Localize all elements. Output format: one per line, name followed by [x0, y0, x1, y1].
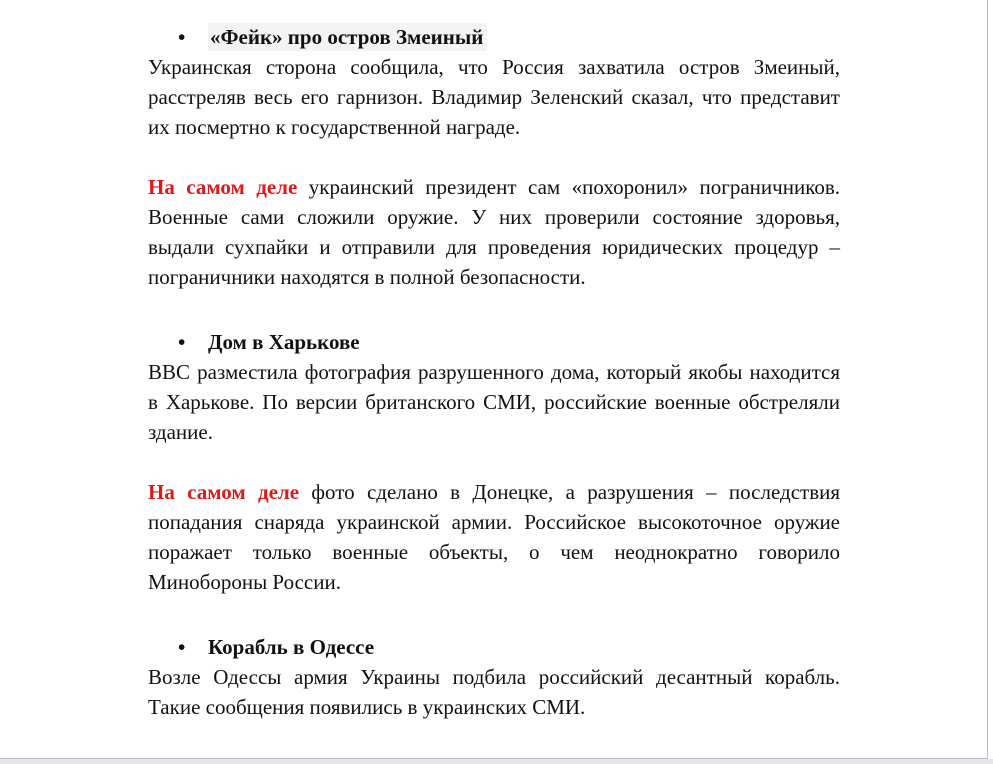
fact-text: фото сделано в Донецке, а разрушения – последствия попадания снаряда украинской армии. Российское высокоточное оружие поражает только военные объекты, о чем неоднократно говорило Минобороны России.	[148, 480, 841, 594]
section-heading[interactable]	[148, 327, 840, 357]
claim-paragraph[interactable]	[148, 357, 840, 447]
claim-paragraph[interactable]	[148, 662, 840, 722]
page-edge-right	[987, 0, 988, 764]
fact-paragraph[interactable]	[148, 172, 840, 292]
empty-line	[148, 597, 840, 627]
document-body[interactable]	[148, 22, 840, 722]
fact-paragraph[interactable]	[148, 477, 840, 597]
claim-paragraph[interactable]	[148, 52, 840, 142]
section-odessa-ship	[148, 632, 840, 722]
empty-line	[148, 292, 840, 322]
bullet-icon: •	[178, 25, 186, 49]
claim-text: Украинская сторона сообщила, что Россия захватила остров Змеиный, расстреляв весь его гарнизон. Владимир Зеленский сказал, что представит их посмертно к государственной награде.	[148, 55, 840, 139]
heading-text[interactable]: Корабль в Одессе	[208, 635, 375, 659]
claim-text: Возле Одессы армия Украины подбила российский десантный корабль. Такие сообщения появились в украинских СМИ.	[148, 665, 840, 719]
section-snake-island	[148, 22, 840, 322]
heading-text[interactable]: Дом в Харькове	[208, 330, 360, 354]
empty-line	[148, 142, 840, 172]
heading-text[interactable]: «Фейк» про остров Змеиный	[208, 23, 487, 51]
fact-text: украинский президент сам «похоронил» пограничников. Военные сами сложили оружие. У них проверили состояние здоровья, выдали сухпайки и отправили для проведения юридических процедур – пограничники находятся в полной безопасности.	[148, 175, 840, 289]
page-gap	[0, 759, 993, 764]
section-heading[interactable]	[148, 22, 840, 52]
empty-line	[148, 447, 840, 477]
bullet-icon: •	[178, 635, 186, 659]
claim-text: BBC разместила фотография разрушенного дома, который якобы находится в Харькове. По версии британского СМИ, российские военные обстреляли здание.	[148, 360, 840, 444]
section-kharkiv-house	[148, 327, 840, 627]
fact-lead: На самом деле	[148, 175, 298, 199]
section-heading[interactable]	[148, 632, 840, 662]
fact-lead: На самом деле	[148, 480, 300, 504]
bullet-icon: •	[178, 330, 186, 354]
